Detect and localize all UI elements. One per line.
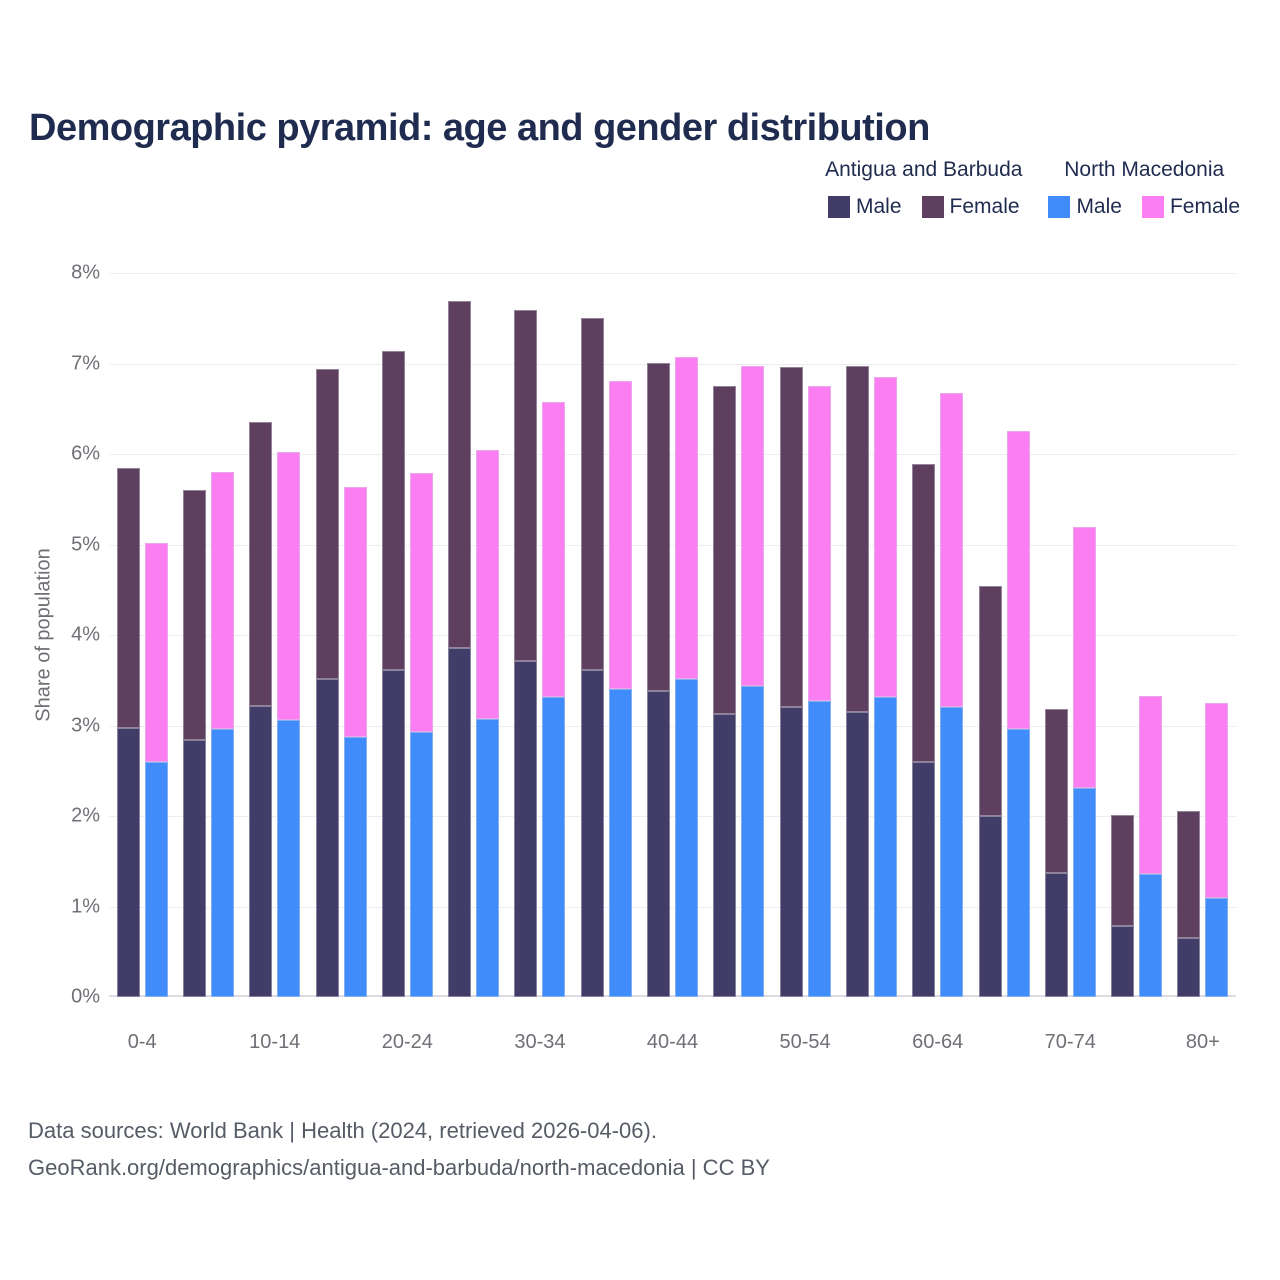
bar-segment-female (514, 310, 537, 661)
bar-segment-female (117, 468, 140, 729)
x-tick-label: 20-24 (381, 1031, 433, 1053)
bar-segment-female (979, 586, 1002, 816)
legend-swatch-ab-male (828, 196, 850, 218)
bar-antigua-and-barbuda (1045, 709, 1068, 997)
legend-item-ab-male (828, 195, 902, 219)
y-tick-label: 2% (71, 804, 100, 827)
bar-north-macedonia (1205, 703, 1228, 997)
legend-label-nm-female: Female (1169, 195, 1240, 218)
bar-antigua-and-barbuda (846, 366, 869, 997)
bar-group-0-4 (109, 273, 175, 997)
bar-north-macedonia (476, 450, 499, 997)
legend-items-north-macedonia (1048, 195, 1240, 219)
bar-segment-female (874, 377, 897, 697)
bar-segment-male (1111, 926, 1134, 997)
bar-antigua-and-barbuda (581, 318, 604, 997)
bar-segment-female (1007, 431, 1030, 729)
bar-group-35-39 (573, 273, 639, 997)
plot-area (109, 273, 1236, 997)
chart-legend (825, 158, 1240, 219)
legend-swatch-nm-male (1048, 196, 1070, 218)
bar-segment-male (183, 740, 206, 997)
x-tick-label: 70-74 (1044, 1031, 1096, 1053)
bar-antigua-and-barbuda (979, 586, 1002, 997)
bar-group-5-9 (175, 273, 241, 997)
bar-group-50-54 (772, 273, 838, 997)
legend-item-nm-female (1142, 195, 1240, 219)
footer-data-sources: Data sources: World Bank | Health (2024, retrieved 2026-04-06). (28, 1118, 657, 1143)
bar-segment-female (1139, 696, 1162, 874)
bar-segment-female (410, 473, 433, 732)
bar-antigua-and-barbuda (912, 464, 935, 997)
bar-antigua-and-barbuda (1177, 811, 1200, 997)
bar-segment-female (846, 366, 869, 712)
bar-antigua-and-barbuda (249, 422, 272, 997)
legend-swatch-nm-female (1142, 196, 1164, 218)
bar-segment-female (1111, 815, 1134, 925)
legend-swatch-ab-female (922, 196, 944, 218)
footer-attribution: GeoRank.org/demographics/antigua-and-barbuda/north-macedonia | CC BY (28, 1155, 770, 1180)
bar-north-macedonia (741, 366, 764, 997)
bar-segment-female (1177, 811, 1200, 939)
bar-antigua-and-barbuda (1111, 815, 1134, 997)
legend-item-ab-female (922, 195, 1020, 219)
y-tick-label: 4% (71, 623, 100, 646)
bar-north-macedonia (940, 393, 963, 997)
x-tick-label: 10-14 (249, 1031, 301, 1053)
bar-segment-female (382, 351, 405, 670)
y-tick-label: 6% (71, 442, 100, 465)
y-tick-label: 3% (71, 714, 100, 736)
bar-segment-male (846, 712, 869, 997)
x-tick-label: 60-64 (912, 1031, 964, 1053)
bar-north-macedonia (211, 472, 234, 997)
bar-segment-male (979, 816, 1002, 997)
bar-segment-female (741, 366, 764, 685)
bar-group-60-64 (905, 273, 971, 997)
bar-antigua-and-barbuda (183, 490, 206, 997)
bar-segment-female (581, 318, 604, 670)
legend-item-nm-male (1048, 195, 1122, 219)
bar-segment-male (344, 737, 367, 997)
x-tick-label: 40-44 (646, 1031, 699, 1053)
y-tick-label: 0% (71, 985, 100, 1008)
bar-segment-male (1205, 898, 1228, 997)
x-tick-label: 80+ (1185, 1031, 1220, 1053)
bar-antigua-and-barbuda (448, 301, 471, 997)
bar-segment-male (609, 689, 632, 997)
bar-segment-male (249, 706, 272, 997)
bar-segment-male (1045, 873, 1068, 997)
bar-north-macedonia (344, 487, 367, 997)
bar-segment-female (1205, 703, 1228, 898)
bar-north-macedonia (542, 402, 565, 997)
bar-segment-female (1045, 709, 1068, 873)
bar-north-macedonia (808, 386, 831, 997)
bar-antigua-and-barbuda (382, 351, 405, 997)
legend-group-antigua-and-barbuda (825, 158, 1022, 219)
bar-north-macedonia (609, 381, 632, 997)
bar-group-15-19 (308, 273, 374, 997)
legend-label-ab-male: Male (855, 195, 902, 218)
legend-items-antigua-and-barbuda (828, 195, 1020, 219)
bar-segment-male (382, 670, 405, 997)
bar-group-75-79 (1103, 273, 1169, 997)
bar-segment-female (675, 357, 698, 679)
y-axis-title: Share of population (32, 548, 55, 722)
bar-segment-male (675, 679, 698, 997)
bar-segment-male (211, 729, 234, 997)
bar-antigua-and-barbuda (514, 310, 537, 997)
bar-segment-male (1073, 788, 1096, 997)
bar-segment-female (808, 386, 831, 701)
bar-segment-male (117, 728, 140, 997)
bar-segment-female (145, 543, 168, 762)
bar-segment-male (410, 732, 433, 997)
bar-antigua-and-barbuda (117, 468, 140, 997)
legend-label-nm-male: Male (1076, 195, 1122, 218)
bar-segment-female (183, 490, 206, 740)
bar-segment-male (514, 661, 537, 997)
bar-segment-female (476, 450, 499, 719)
bar-segment-female (940, 393, 963, 707)
bar-segment-male (940, 707, 963, 997)
bar-segment-male (713, 714, 736, 997)
bar-segment-male (448, 648, 471, 997)
bar-group-25-29 (440, 273, 506, 997)
bar-north-macedonia (1007, 431, 1030, 997)
bar-segment-female (713, 386, 736, 714)
bar-segment-male (874, 697, 897, 997)
bar-segment-male (647, 691, 670, 997)
legend-country-north-macedonia: North Macedonia (1064, 158, 1225, 181)
bar-segment-male (780, 707, 803, 998)
bar-segment-female (316, 369, 339, 679)
bar-group-65-69 (971, 273, 1037, 997)
bars-layer (109, 273, 1236, 997)
footer (28, 1112, 770, 1186)
bar-segment-female (344, 487, 367, 738)
bar-group-70-74 (1037, 273, 1103, 997)
bar-segment-male (316, 679, 339, 997)
bar-segment-male (912, 762, 935, 997)
bar-segment-female (1073, 527, 1096, 788)
y-tick-label: 5% (71, 533, 100, 555)
bar-segment-female (647, 363, 670, 692)
bar-north-macedonia (1139, 696, 1162, 997)
bar-segment-female (448, 301, 471, 648)
bar-group-10-14 (242, 273, 308, 997)
bar-segment-male (581, 670, 604, 997)
bar-north-macedonia (277, 452, 300, 997)
bar-group-45-49 (706, 273, 772, 997)
bar-group-20-24 (374, 273, 440, 997)
bar-antigua-and-barbuda (647, 363, 670, 997)
bar-north-macedonia (145, 543, 168, 997)
x-tick-label: 30-34 (514, 1031, 566, 1053)
y-tick-label: 1% (71, 895, 100, 917)
y-tick-label: 7% (71, 352, 100, 374)
legend-group-north-macedonia (1048, 158, 1240, 219)
bar-north-macedonia (410, 473, 433, 997)
bar-segment-male (542, 697, 565, 997)
bar-segment-female (249, 422, 272, 705)
y-tick-label: 8% (71, 261, 100, 284)
bar-north-macedonia (1073, 527, 1096, 997)
bar-segment-female (542, 402, 565, 697)
legend-country-antigua-and-barbuda: Antigua and Barbuda (825, 158, 1023, 181)
bar-segment-female (780, 367, 803, 706)
page-title: Demographic pyramid: age and gender distribution (29, 107, 930, 150)
bar-north-macedonia (675, 357, 698, 997)
bar-segment-male (1139, 874, 1162, 997)
x-tick-label: 0-4 (127, 1031, 157, 1053)
bar-segment-male (277, 720, 300, 997)
bar-segment-male (476, 719, 499, 997)
x-tick-label: 50-54 (779, 1031, 831, 1053)
bar-antigua-and-barbuda (780, 367, 803, 997)
bar-segment-female (277, 452, 300, 720)
bar-segment-female (609, 381, 632, 690)
bar-segment-male (145, 762, 168, 997)
bar-segment-female (211, 472, 234, 729)
bar-segment-female (912, 464, 935, 762)
bar-segment-male (741, 686, 764, 997)
bar-group-80+ (1170, 273, 1236, 997)
bar-antigua-and-barbuda (713, 386, 736, 997)
bar-segment-male (808, 701, 831, 997)
legend-label-ab-female: Female (949, 195, 1020, 218)
bar-segment-male (1007, 729, 1030, 997)
bar-north-macedonia (874, 377, 897, 997)
bar-antigua-and-barbuda (316, 369, 339, 997)
bar-segment-male (1177, 938, 1200, 997)
bar-group-30-34 (507, 273, 573, 997)
bar-group-55-59 (838, 273, 904, 997)
bar-group-40-44 (639, 273, 705, 997)
